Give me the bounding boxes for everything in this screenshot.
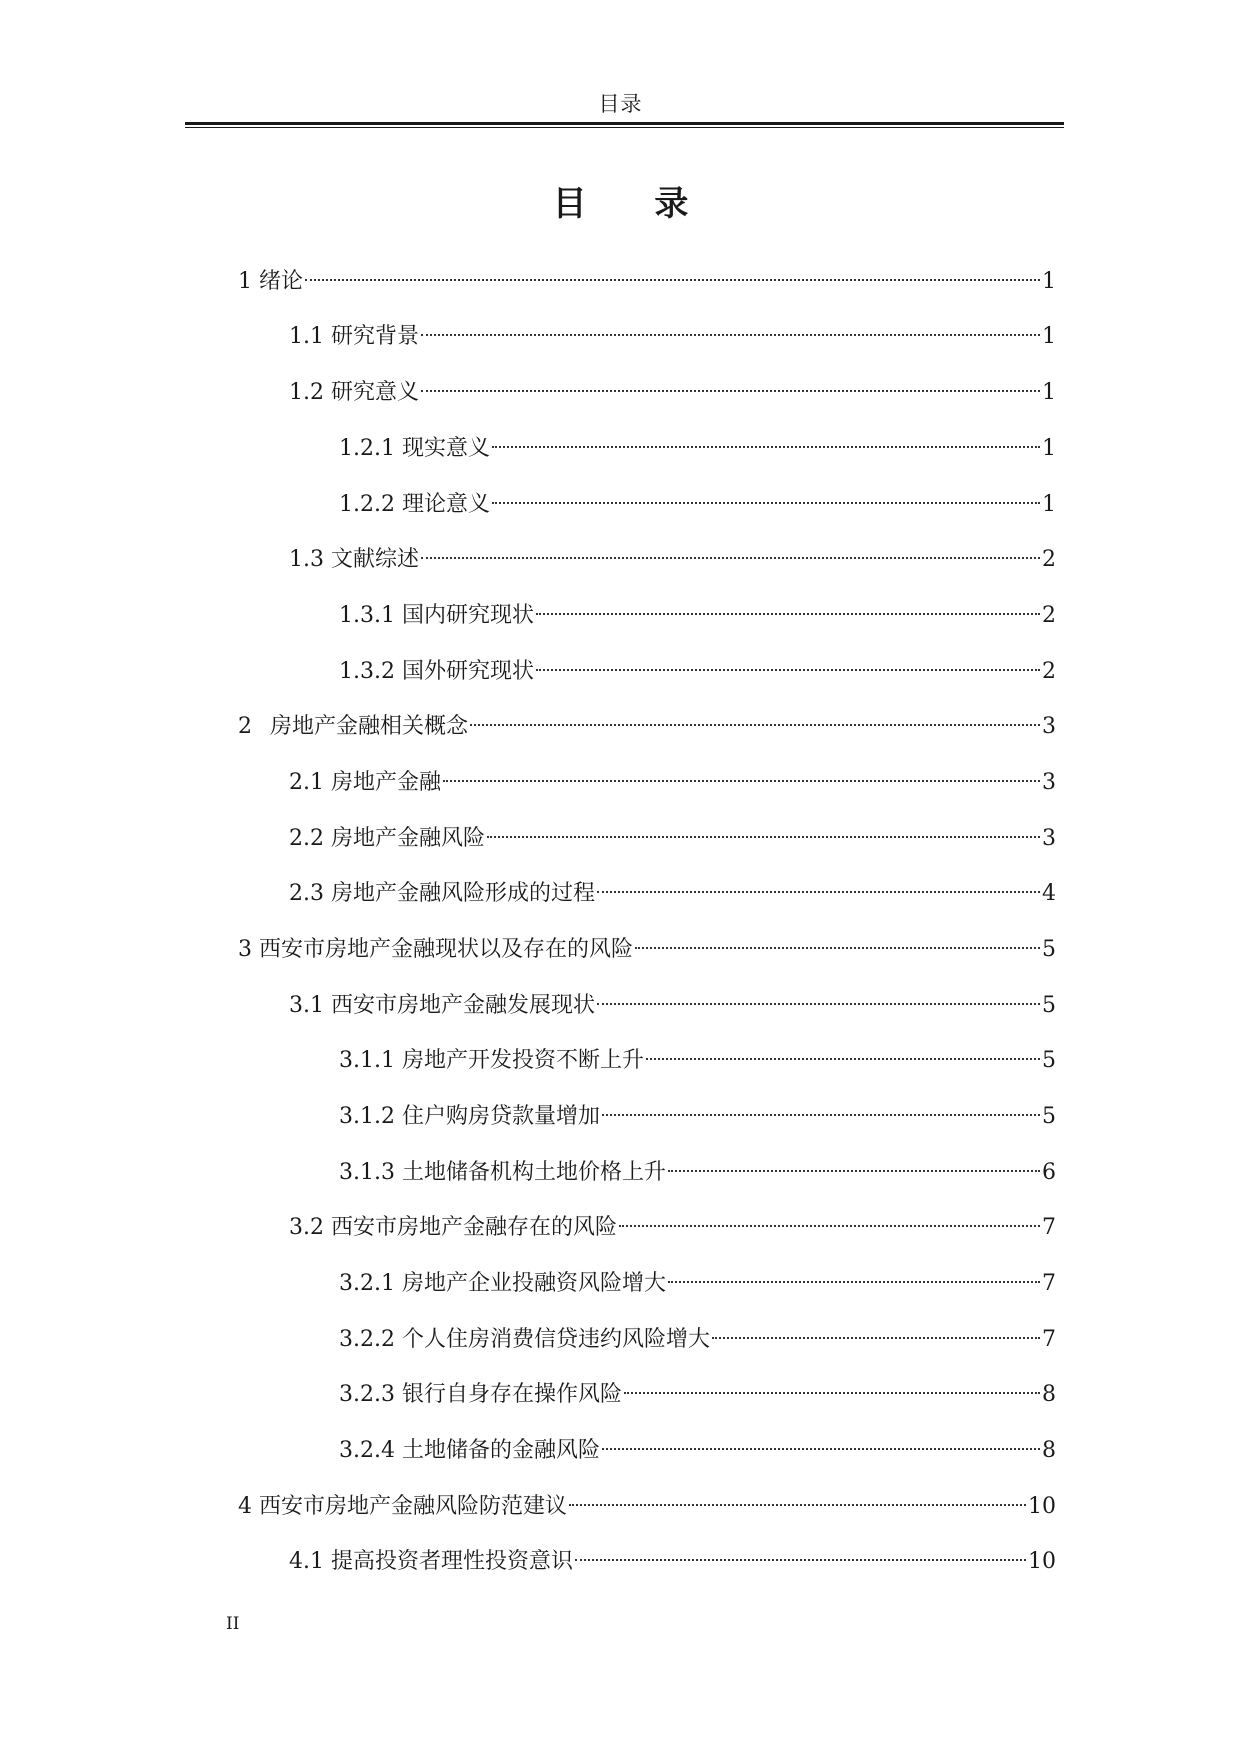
dot-leader — [536, 669, 1040, 671]
toc-entry-title: 房地产金融风险 — [331, 826, 486, 851]
toc-entry-number: 4.1 — [289, 1549, 324, 1574]
toc-entry-title: 现实意义 — [401, 436, 490, 461]
toc-entry-title: 研究背景 — [331, 324, 420, 349]
toc-entry[interactable] — [289, 988, 1056, 1024]
toc-entry[interactable] — [238, 709, 1056, 745]
toc-entry-title: 提高投资者理性投资意识 — [331, 1549, 574, 1574]
dot-leader — [602, 1114, 1040, 1116]
dot-leader — [668, 1281, 1040, 1283]
dot-leader — [646, 1058, 1040, 1060]
toc-entry-page: 5 — [1042, 993, 1056, 1018]
toc-entry-title: 绪论 — [259, 269, 304, 294]
running-header: 目录 — [598, 92, 643, 116]
toc-entry-page: 1 — [1042, 380, 1056, 405]
toc-entry-title: 房地产金融 — [331, 770, 442, 795]
toc-entry-number: 3.1.3 — [339, 1160, 395, 1185]
toc-entry-title: 土地储备的金融风险 — [401, 1438, 600, 1463]
toc-entry[interactable] — [289, 876, 1056, 912]
toc-entry-page: 1 — [1042, 436, 1056, 461]
toc-entry-title: 住户购房贷款量增加 — [401, 1104, 600, 1129]
toc-entry-title: 个人住房消费信贷违约风险增大 — [401, 1327, 710, 1352]
toc-entry-page: 6 — [1042, 1160, 1056, 1185]
toc-entry-page: 4 — [1042, 881, 1056, 906]
toc-entry[interactable] — [289, 319, 1056, 355]
toc-entry-number: 3.1 — [289, 993, 324, 1018]
page-title: 目 录 — [552, 184, 717, 224]
dot-leader — [421, 390, 1040, 392]
toc-entry[interactable] — [238, 932, 1056, 968]
dot-leader — [536, 613, 1040, 615]
toc-entry-page: 2 — [1042, 603, 1056, 628]
toc-entry-number: 2 — [238, 714, 252, 739]
dot-leader — [712, 1337, 1040, 1339]
toc-entry[interactable] — [238, 1489, 1056, 1525]
page-number: II — [226, 1614, 240, 1634]
toc-entry[interactable] — [339, 654, 1056, 690]
toc-entry-page: 1 — [1042, 492, 1056, 517]
toc-entry-number: 1.3 — [289, 547, 324, 572]
dot-leader — [635, 947, 1040, 949]
toc-entry-number: 2.3 — [289, 881, 324, 906]
toc-entry-title: 房地产金融相关概念 — [270, 714, 469, 739]
toc-entry-title: 国内研究现状 — [401, 603, 534, 628]
toc-entry-page: 5 — [1042, 1104, 1056, 1129]
dot-leader — [575, 1559, 1026, 1561]
toc-entry-title: 房地产开发投资不断上升 — [401, 1048, 644, 1073]
dot-leader — [421, 557, 1040, 559]
toc-entry-page: 5 — [1042, 1048, 1056, 1073]
dot-leader — [668, 1170, 1040, 1172]
toc-entry[interactable] — [339, 1099, 1056, 1135]
toc-entry-page: 8 — [1042, 1382, 1056, 1407]
toc-entry-page: 8 — [1042, 1438, 1056, 1463]
toc-entry-number: 3.1.2 — [339, 1104, 395, 1129]
toc-entry-page: 7 — [1042, 1327, 1056, 1352]
toc-entry-page: 5 — [1042, 937, 1056, 962]
toc-entry-title: 土地储备机构土地价格上升 — [401, 1160, 666, 1185]
dot-leader — [597, 891, 1040, 893]
toc-entry[interactable] — [339, 598, 1056, 634]
toc-entry[interactable] — [339, 1377, 1056, 1413]
toc-entry-number: 2.2 — [289, 826, 324, 851]
header-rule-thin — [185, 127, 1064, 128]
toc-entry-title: 西安市房地产金融存在的风险 — [331, 1215, 618, 1240]
toc-entry-page: 2 — [1042, 659, 1056, 684]
toc-entry-number: 3.2.1 — [339, 1271, 395, 1296]
toc-entry-page: 1 — [1042, 324, 1056, 349]
toc-entry-title: 文献综述 — [331, 547, 420, 572]
dot-leader — [470, 724, 1040, 726]
toc-entry-page: 1 — [1042, 269, 1056, 294]
toc-entry-number: 3 — [238, 937, 252, 962]
toc-entry[interactable] — [238, 264, 1056, 300]
header-rule-thick — [185, 122, 1064, 125]
toc-entry-title: 国外研究现状 — [401, 659, 534, 684]
toc-entry-page: 10 — [1028, 1494, 1056, 1519]
toc-entry[interactable] — [339, 1155, 1056, 1191]
toc-entry-title: 西安市房地产金融风险防范建议 — [259, 1494, 568, 1519]
toc-entry[interactable] — [289, 765, 1056, 801]
toc-entry-number: 3.2.3 — [339, 1382, 395, 1407]
toc-entry-title: 西安市房地产金融发展现状 — [331, 993, 596, 1018]
toc-entry-page: 2 — [1042, 547, 1056, 572]
toc-entry-number: 3.1.1 — [339, 1048, 395, 1073]
toc-entry[interactable] — [339, 487, 1056, 523]
dot-leader — [619, 1225, 1040, 1227]
toc-entry[interactable] — [289, 1544, 1056, 1580]
toc-entry[interactable] — [339, 1433, 1056, 1469]
toc-entry[interactable] — [339, 1266, 1056, 1302]
toc-entry-title: 研究意义 — [331, 380, 420, 405]
toc-entry-title: 理论意义 — [401, 492, 490, 517]
dot-leader — [421, 334, 1040, 336]
toc-entry-title: 房地产企业投融资风险增大 — [401, 1271, 666, 1296]
toc-entry-title: 银行自身存在操作风险 — [401, 1382, 622, 1407]
toc-entry-number: 1.3.2 — [339, 659, 395, 684]
toc-entry-page: 10 — [1028, 1549, 1056, 1574]
toc-entry-number: 1.3.1 — [339, 603, 395, 628]
toc-entry[interactable] — [289, 821, 1056, 857]
dot-leader — [492, 446, 1040, 448]
toc-entry-number: 1.1 — [289, 324, 324, 349]
dot-leader — [305, 279, 1040, 281]
toc-entry-number: 2.1 — [289, 770, 324, 795]
toc-entry-page: 3 — [1042, 826, 1056, 851]
dot-leader — [597, 1003, 1040, 1005]
toc-entry-page: 3 — [1042, 770, 1056, 795]
toc-entry[interactable] — [289, 1210, 1056, 1246]
toc-entry[interactable] — [339, 1322, 1056, 1358]
dot-leader — [487, 836, 1040, 838]
toc-entry[interactable] — [289, 542, 1056, 578]
dot-leader — [492, 502, 1040, 504]
toc-entry-number: 4 — [238, 1494, 252, 1519]
toc-entry-page: 7 — [1042, 1215, 1056, 1240]
toc-entry-page: 3 — [1042, 714, 1056, 739]
toc-entry-number: 1.2 — [289, 380, 324, 405]
toc-entry[interactable] — [339, 431, 1056, 467]
toc-entry-title: 房地产金融风险形成的过程 — [331, 881, 596, 906]
toc-entry-number: 3.2.2 — [339, 1327, 395, 1352]
dot-leader — [624, 1392, 1040, 1394]
dot-leader — [602, 1448, 1040, 1450]
toc-entry-title: 西安市房地产金融现状以及存在的风险 — [259, 937, 634, 962]
toc-entry-number: 1.2.1 — [339, 436, 395, 461]
dot-leader — [443, 780, 1040, 782]
toc-entry-number: 1 — [238, 269, 252, 294]
toc-entry[interactable] — [289, 375, 1056, 411]
toc-entry-number: 3.2 — [289, 1215, 324, 1240]
toc-entry-number: 1.2.2 — [339, 492, 395, 517]
dot-leader — [569, 1504, 1026, 1506]
toc-entry-page: 7 — [1042, 1271, 1056, 1296]
toc-entry[interactable] — [339, 1043, 1056, 1079]
toc-entry-number: 3.2.4 — [339, 1438, 395, 1463]
